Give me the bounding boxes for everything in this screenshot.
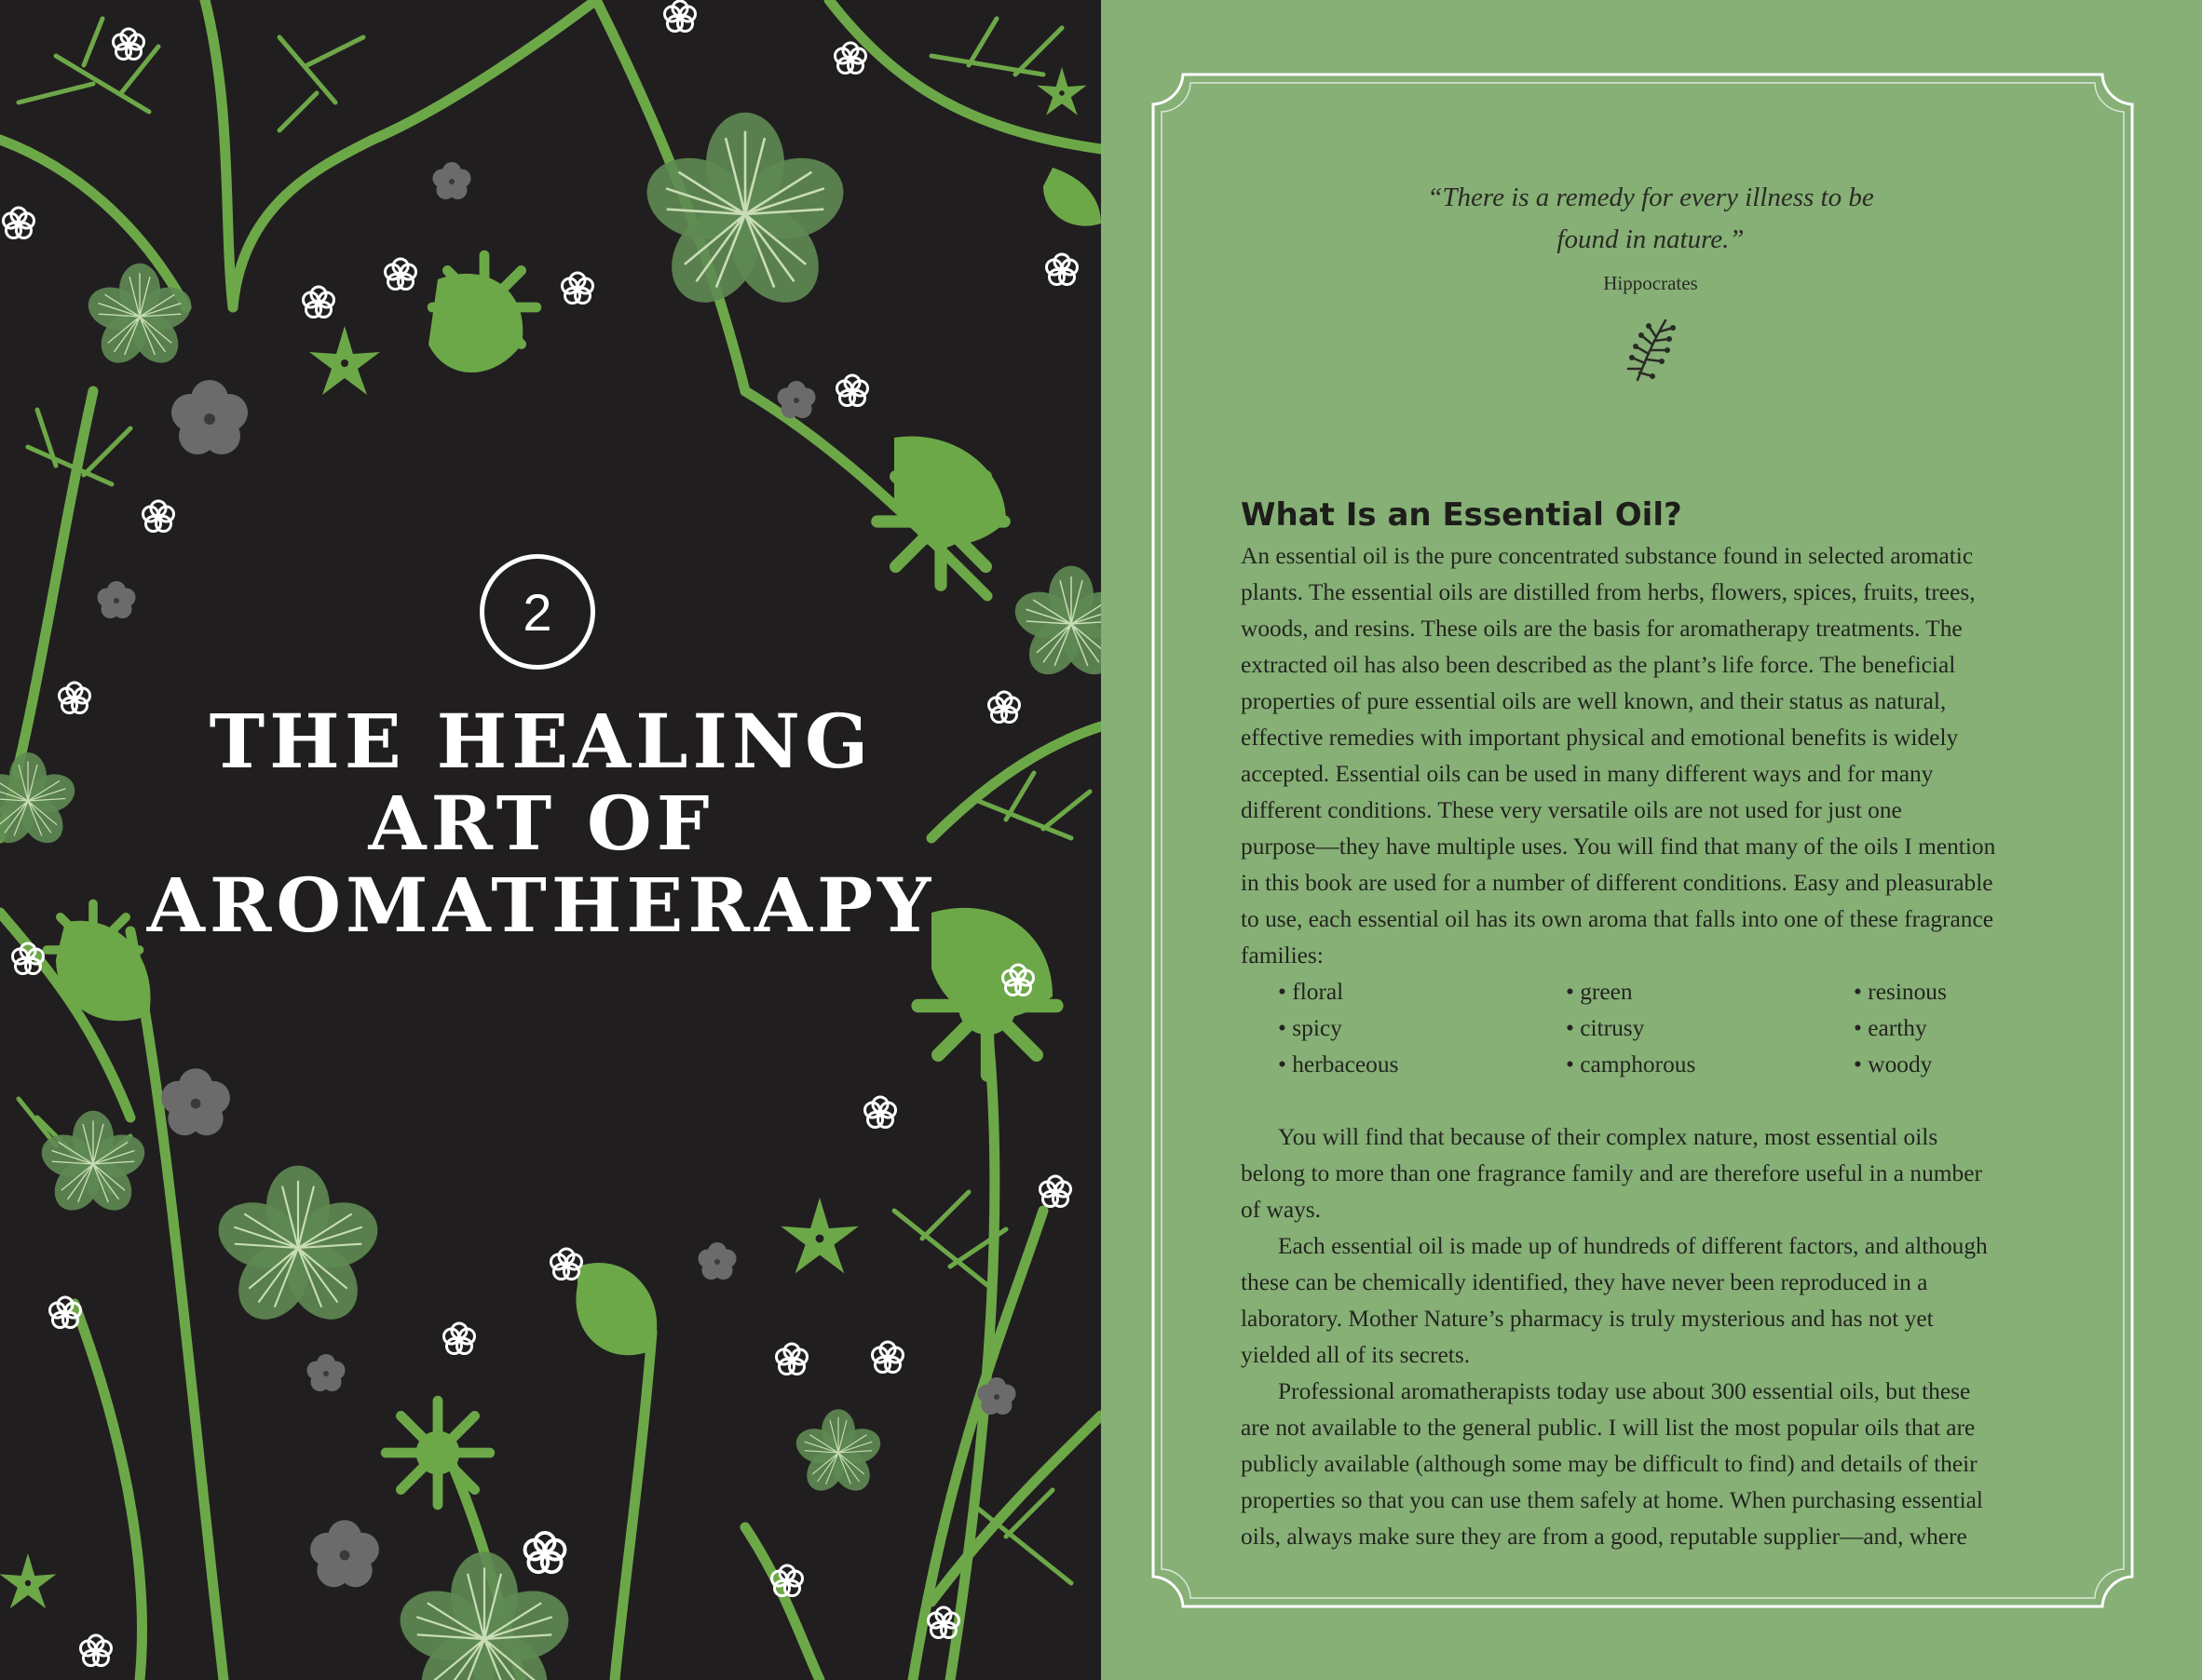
body-line: extracted oil has also been described as the plant’s life force. The beneficial [1241, 652, 1956, 678]
chapter-title [140, 698, 943, 949]
body-line: properties of pure essential oils are well known, and their status as natural, [1241, 688, 1947, 714]
body-line: plants. The essential oils are distilled from herbs, flowers, spices, fruits, trees, [1241, 579, 1976, 605]
quote-line: found in nature.” [1556, 224, 1745, 254]
body-line: effective remedies with important physical and emotional benefits is widely [1241, 725, 1959, 751]
list-item: • camphorous [1566, 1051, 1696, 1077]
epigraph-quote [1352, 177, 1949, 261]
list-item: • spicy [1278, 1015, 1342, 1041]
fragrance-family-list [1241, 974, 2079, 1083]
section-heading: What Is an Essential Oil? [1241, 496, 1682, 534]
chapter-title-line: THE HEALING [209, 698, 874, 785]
body-line: Professional aromatherapists today use about 300 essential oils, but these [1278, 1378, 1971, 1404]
quote-author: Hippocrates [1603, 272, 1698, 294]
body-line: yielded all of its secrets. [1241, 1342, 1471, 1368]
body-line: to use, each essential oil has its own aroma that falls into one of these fragrance [1241, 906, 1993, 932]
list-item: • citrusy [1566, 1015, 1645, 1041]
body-line: are not available to the general public. I will list the most popular oils that are [1241, 1415, 1976, 1441]
body-line: woods, and resins. These oils are the basis for aromatherapy treatments. The [1241, 616, 1963, 642]
plant-sprig-icon [1624, 315, 1680, 389]
body-line: these can be chemically identified, they have never been reproduced in a [1241, 1269, 1928, 1295]
body-line: belong to more than one fragrance family and are therefore useful in a number [1241, 1160, 1982, 1186]
quote-line: “There is a remedy for every illness to be [1427, 183, 1874, 212]
text-page [1101, 0, 2202, 1680]
chapter-title-line: AROMATHERAPY [146, 861, 936, 949]
list-item: • woody [1854, 1051, 1933, 1077]
body-line: properties so that you can use them safely at home. When purchasing essential [1241, 1487, 1983, 1513]
list-item: • floral [1278, 979, 1344, 1005]
body-line: purpose—they have multiple uses. You will find that many of the oils I mention [1241, 833, 1996, 860]
body-line: You will find that because of their complex nature, most essential oils [1278, 1124, 1938, 1150]
body-line: Each essential oil is made up of hundreds of different factors, and although [1278, 1233, 1988, 1259]
list-item: • resinous [1854, 979, 1947, 1005]
chapter-number-badge: 2 [480, 554, 595, 670]
list-item: • green [1566, 979, 1633, 1005]
body-line: An essential oil is the pure concentrated substance found in selected aromatic [1241, 543, 1974, 569]
body-line: families: [1241, 942, 1324, 969]
body-line: oils, always make sure they are from a good, reputable supplier—and, where [1241, 1524, 1967, 1550]
body-line: accepted. Essential oils can be used in many different ways and for many [1241, 761, 1934, 787]
body-line: publicly available (although some may be difficult to find) and details of their [1241, 1451, 1978, 1477]
body-line: of ways. [1241, 1197, 1322, 1223]
body-text [1241, 538, 2079, 1555]
list-item: • earthy [1854, 1015, 1927, 1041]
body-line: laboratory. Mother Nature’s pharmacy is truly mysterious and has not yet [1241, 1306, 1934, 1332]
chapter-title-line: ART OF [368, 779, 714, 867]
body-line: different conditions. These very versatile oils are not used for just one [1241, 797, 1902, 823]
body-line: in this book are used for a number of different conditions. Easy and pleasurable [1241, 870, 1993, 896]
list-item: • herbaceous [1278, 1051, 1399, 1077]
